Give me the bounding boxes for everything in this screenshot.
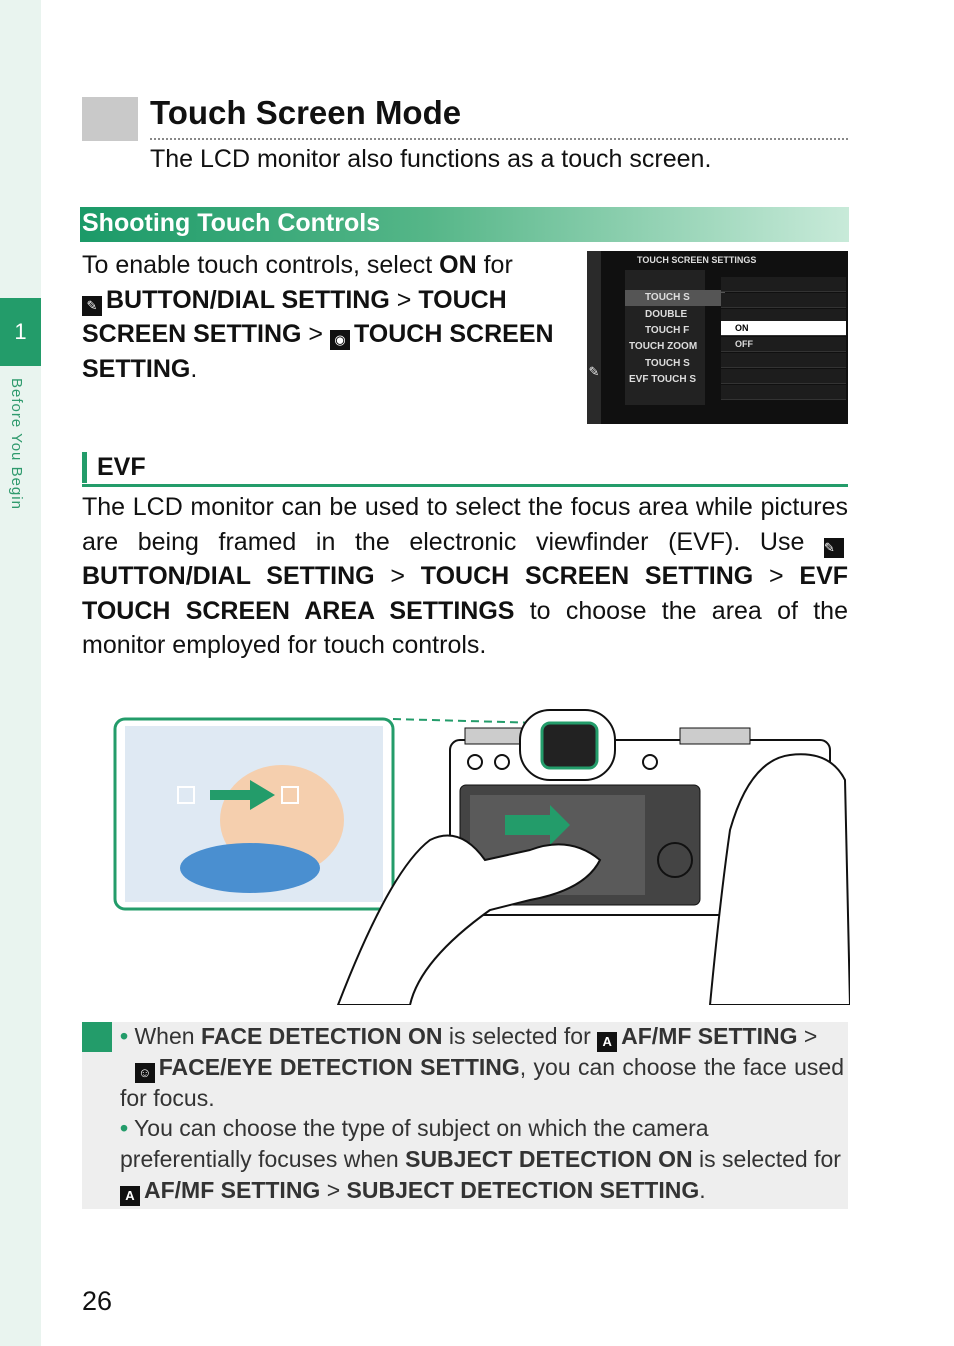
menu-item: EVF TOUCH S xyxy=(629,374,697,385)
page-title: Touch Screen Mode xyxy=(150,94,462,131)
screen-menu-list xyxy=(625,270,705,405)
page-number: 26 xyxy=(82,1286,113,1316)
screen-header: TOUCH SCREEN SETTINGS xyxy=(637,255,757,265)
chapter-label: Before You Begin xyxy=(8,378,25,510)
option-on: ON xyxy=(721,321,846,336)
title-rule xyxy=(150,138,848,140)
chapter-sidebar xyxy=(0,0,41,1346)
section-title-shooting: Shooting Touch Controls xyxy=(82,209,381,237)
evf-touch-illustration xyxy=(110,700,850,1005)
note-item: • You can choose the type of subject on which the camera preferentially focuses when SUBJECT DETECTION ON is selected for A AF/MF SETTING > SUBJECT DETECTION SETTING. xyxy=(120,1113,844,1206)
menu-item: TOUCH ZOOM xyxy=(629,341,698,352)
evf-rule xyxy=(82,484,848,487)
title-marker xyxy=(82,97,138,141)
wrench-icon: ✎ xyxy=(82,296,102,316)
face-icon: ☺ xyxy=(135,1063,155,1083)
page-subtitle: The LCD monitor also functions as a touch screen. xyxy=(150,145,712,173)
camera-icon: ◉ xyxy=(330,330,350,350)
screen-side-tab xyxy=(587,251,601,424)
menu-item: DOUBLE xyxy=(645,309,688,320)
menu-item: TOUCH S xyxy=(625,290,725,306)
afmf-icon: A xyxy=(120,1186,140,1206)
option-off: OFF xyxy=(721,337,846,352)
menu-screenshot xyxy=(587,251,848,424)
note-item: • When FACE DETECTION ON is selected for A AF/MF SETTING > ☺ FACE/EYE DETECTION SETTING, you can choose the face used for focus. xyxy=(120,1023,844,1111)
chapter-number: 1 xyxy=(14,319,27,344)
wrench-icon: ✎ xyxy=(824,538,844,558)
evf-paragraph: The LCD monitor can be used to select the focus area while pictures are being framed in the electronic viewfinder (EVF). Use ✎BUTTON/DIAL SETTING > TOUCH SCREEN SETTING > EVF TOUCH SCREEN AREA SETTINGS to choose the area of the monitor employed for touch controls. xyxy=(82,493,849,659)
menu-item: TOUCH S xyxy=(645,358,690,369)
evf-marker xyxy=(82,452,87,483)
note-icon xyxy=(82,1022,112,1052)
baby-shirt xyxy=(180,843,320,893)
afmf-icon: A xyxy=(597,1032,617,1052)
screen-option-list xyxy=(721,277,846,400)
evf-window xyxy=(542,723,597,768)
section-title-evf: EVF xyxy=(97,453,146,481)
shooting-paragraph: To enable touch controls, select ON for ✎ BUTTON/DIAL SETTING > TOUCH SCREEN SETTING > ◉ TOUCH SCREEN SETTING. xyxy=(82,251,554,383)
wrench-icon: ✎ xyxy=(588,364,600,379)
chapter-tab xyxy=(0,298,41,366)
menu-item: TOUCH F xyxy=(645,325,690,336)
